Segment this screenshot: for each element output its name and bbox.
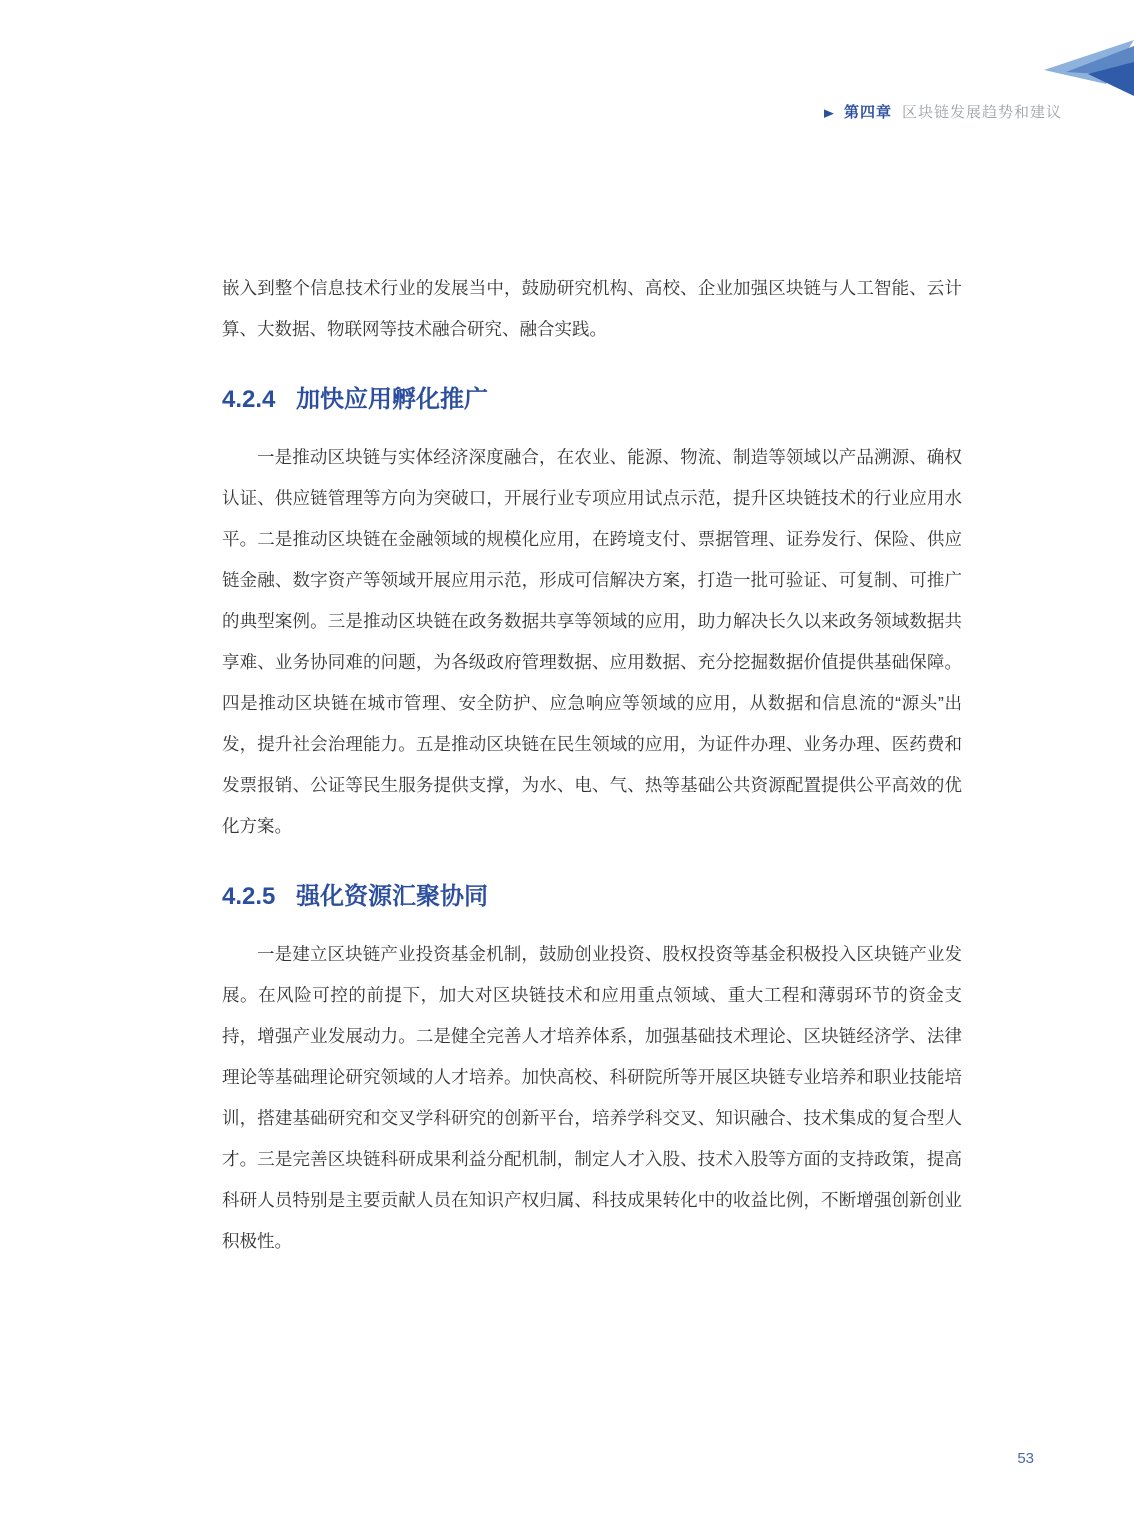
corner-logo-icon (1044, 40, 1134, 104)
page-header (824, 105, 1062, 120)
section-heading-4-2-4 (222, 384, 962, 415)
section-number: 4.2.5 (222, 883, 276, 911)
intro-paragraph: 嵌入到整个信息技术行业的发展当中，鼓励研究机构、高校、企业加强区块链与人工智能、云计算、大数据、物联网等技术融合研究、融合实践。 (222, 278, 962, 339)
chapter-arrow-icon: ▶ (823, 106, 834, 119)
chapter-title: 区块链发展趋势和建议 (901, 104, 1062, 121)
chapter-label: 第四章 (843, 104, 892, 121)
section-heading-4-2-5 (222, 881, 962, 912)
section-paragraph-4-2-4: 一是推动区块链与实体经济深度融合，在农业、能源、物流、制造等领域以产品溯源、确权认证、供应链管理等方向为突破口，开展行业专项应用试点示范，提升区块链技术的行业应用水平。二是推动区块链在金融领域的规模化应用，在跨境支付、票据管理、证券发行、保险、供应链金融、数字资产等领域开展应用示范，形成可信解决方案，打造一批可验证、可复制、可推广的典型案例。三是推动区块链在政务数据共享等领域的应用，助力解决长久以来政务领域数据共享难、业务协同难的问题，为各级政府管理数据、应用数据、充分挖掘数据价值提供基础保障。四是推动区块链在城市管理、安全防护、应急响应等领域的应用，从数据和信息流的“源头”出发，提升社会治理能力。五是推动区块链在民生领域的应用，为证件办理、业务办理、医药费和发票报销、公证等民生服务提供支撑，为水、电、气、热等基础公共资源配置提供公平高效的优化方案。 (222, 447, 962, 837)
page-number: 53 (1017, 1450, 1034, 1467)
section-title: 强化资源汇聚协同 (296, 883, 489, 911)
section-number: 4.2.4 (222, 386, 276, 413)
page-content (222, 268, 962, 1262)
section-paragraph-4-2-5: 一是建立区块链产业投资基金机制，鼓励创业投资、股权投资等基金积极投入区块链产业发展。在风险可控的前提下，加大对区块链技术和应用重点领域、重大工程和薄弱环节的资金支持，增强产业发展动力。二是健全完善人才培养体系，加强基础技术理论、区块链经济学、法律理论等基础理论研究领域的人才培养。加快高校、科研院所等开展区块链专业培养和职业技能培训，搭建基础研究和交叉学科研究的创新平台，培养学科交叉、知识融合、技术集成的复合型人才。三是完善区块链科研成果利益分配机制，制定人才入股、技术入股等方面的支持政策，提高科研人员特别是主要贡献人员在知识产权归属、科技成果转化中的收益比例，不断增强创新创业积极性。 (222, 944, 962, 1252)
section-title: 加快应用孵化推广 (296, 386, 489, 413)
